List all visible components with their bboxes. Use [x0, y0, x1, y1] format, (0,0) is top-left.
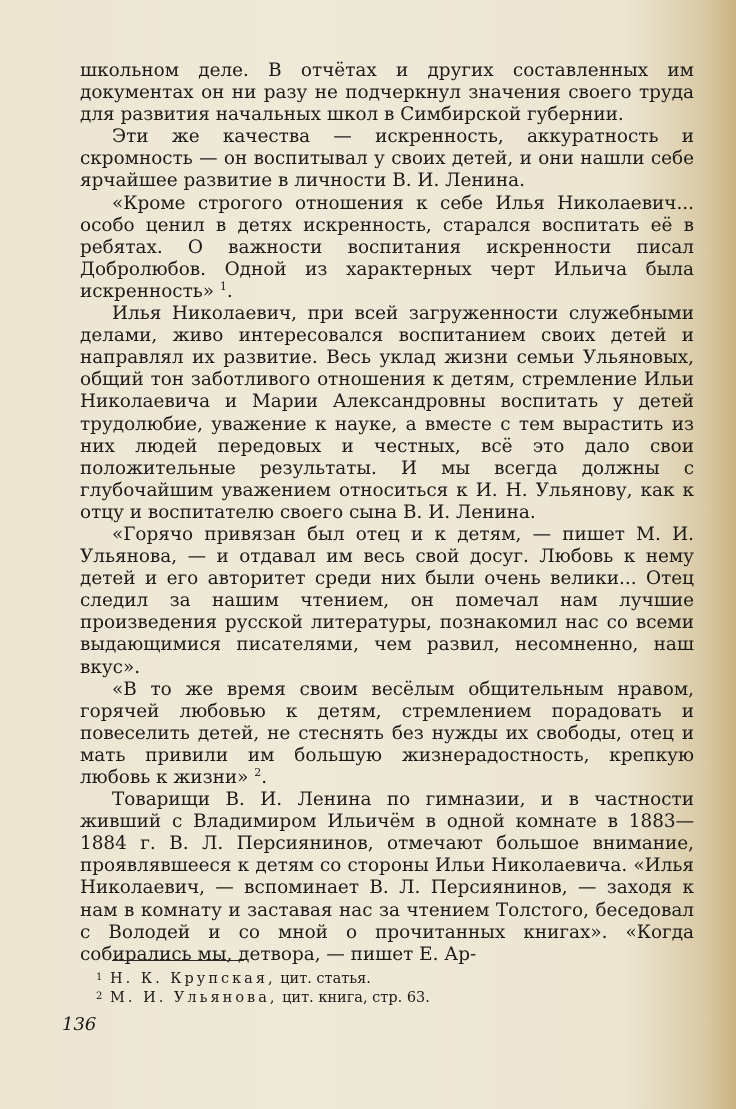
- paragraph: школьном деле. В отчётах и других составленных им документах он ни разу не подчеркнул значения своего труда для развития начальных школ в Симбирской губернии.: [80, 60, 694, 126]
- footnote-author: М. И. Ульянова,: [110, 990, 278, 1006]
- paragraph-with-footnote: [80, 193, 694, 303]
- paragraph: Эти же качества — искренность, аккуратность и скромность — он воспитывал у своих детей, и они нашли себе ярчайшее развитие в личности В. И. Ленина.: [80, 126, 694, 192]
- body-text: [80, 60, 694, 966]
- page-number: 136: [62, 1014, 97, 1035]
- paragraph: Илья Николаевич, при всей загруженности служебными делами, живо интересовался воспитанием своих детей и направлял их развитие. Весь уклад жизни семьи Ульяновых, общий тон заботливого отношения к детям, стремление Ильи Николаевича и Марии Александровны воспитать у детей трудолюбие, уважение к науке, а вместе с тем вырастить из них людей передовых и честных, всё это дало свои положительные результаты. И мы всегда должны с глубочайшим уважением относиться к И. Н. Ульянову, как к отцу и воспитателю своего сына В. И. Ленина.: [80, 303, 694, 523]
- footnote-ref-punct: .: [226, 280, 233, 302]
- footnote: [86, 970, 686, 989]
- footnote-ref: 1: [219, 279, 227, 293]
- footnote-author: Н. К. Крупская,: [110, 971, 276, 987]
- footnote-text: цит. книга, стр. 63.: [277, 990, 430, 1006]
- paragraph-with-footnote: [80, 679, 694, 789]
- footnote-mark: 2: [96, 991, 103, 1002]
- paragraph-text: «В то же время своим весёлым общительным нравом, горячей любовью к детям, стремлением порадовать и повеселить детей, не стеснять без нужды их свободы, отец и мать привили им большую жизнерадостность, крепкую любовь к жизни»: [80, 678, 694, 788]
- footnote-ref-punct: .: [261, 767, 268, 788]
- footnote: [86, 989, 686, 1008]
- paragraph: Товарищи В. И. Ленина по гимназии, и в частности живший с Владимиром Ильичём в одной комнате в 1883—1884 г. В. Л. Персиянинов, отмечают большое внимание, проявлявшееся к детям со стороны Ильи Николаевича. «Илья Николаевич, — вспоминает В. Л. Персиянинов, — заходя к нам в комнату и заставая нас за чтением Толстого, беседовал с Володей и со мной о прочитанных книгах». «Когда собирались мы, детвора, — пишет Е. Ар-: [80, 789, 694, 965]
- footnote-divider: [112, 960, 244, 961]
- paragraph-text: «Кроме строгого отношения к себе Илья Николаевич... особо ценил в детях искренность, старался воспитать её в ребятах. О важности воспитания искренности писал Добролюбов. Одной из характерных черт Ильича была искренность»: [80, 192, 694, 302]
- paragraph: «Горячо привязан был отец и к детям, — пишет М. И. Ульянова, — и отдавал им весь свой досуг. Любовь к нему детей и его авторитет среди них были очень велики... Отец следил за нашим чтением, он помечал нам лучшие произведения русской литературы, познакомил нас со всеми выдающимися писателями, чем развил, несомненно, наш вкус».: [80, 523, 694, 678]
- footnote-mark: 1: [96, 972, 103, 983]
- footnotes: [86, 970, 686, 1008]
- footnote-ref: 2: [254, 765, 262, 779]
- footnote-text: цит. статья.: [275, 971, 371, 987]
